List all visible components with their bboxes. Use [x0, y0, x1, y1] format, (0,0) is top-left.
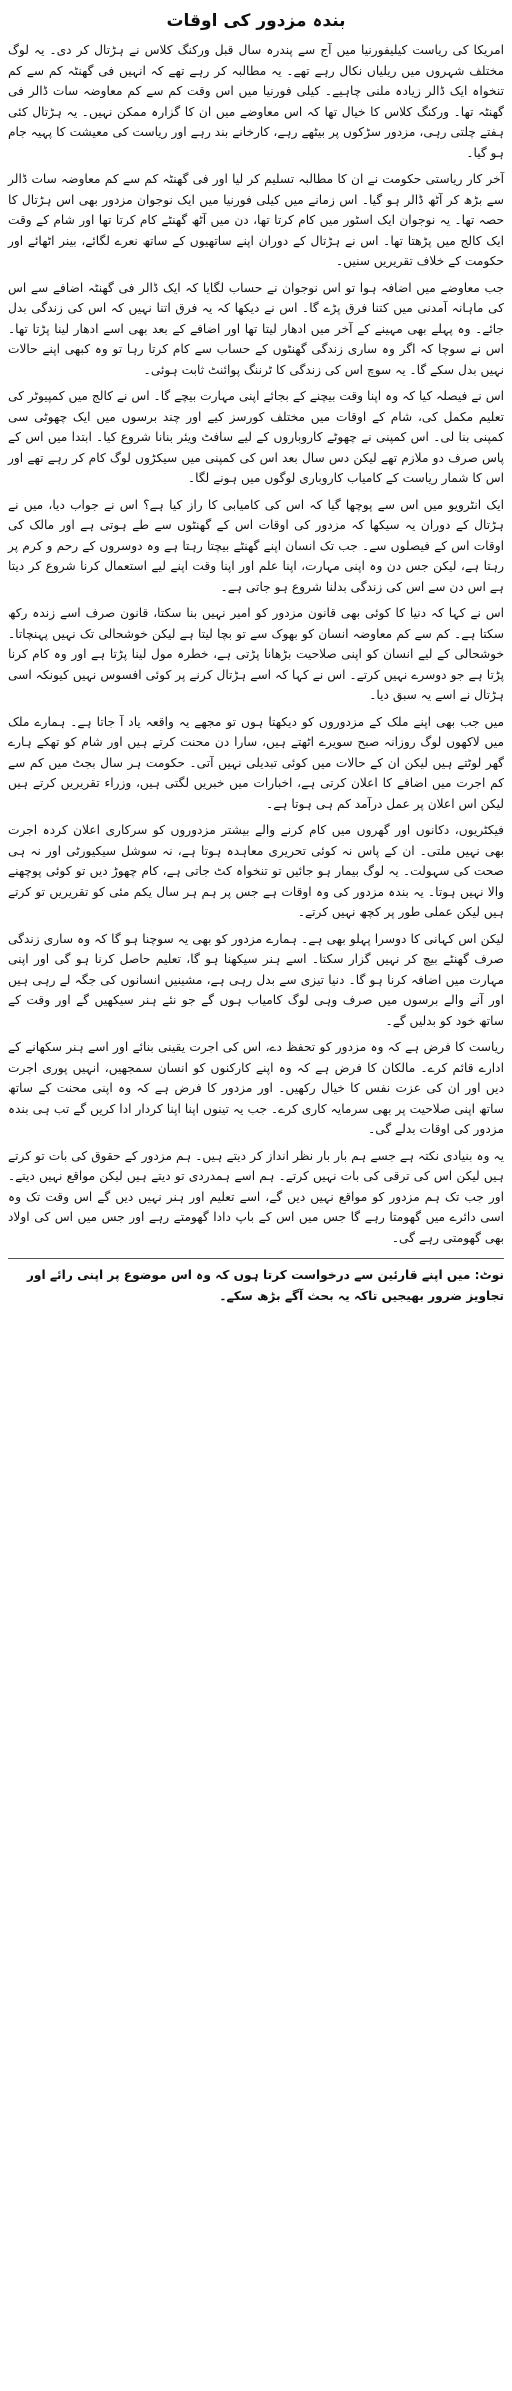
closing-note: نوٹ: میں اپنے قارئین سے درخواست کرتا ہوں کہ وہ اس موضوع پر اپنی رائے اور تجاویز ضرور بھیجیں تاکہ یہ بحث آگے بڑھ سکے۔: [8, 1258, 504, 1306]
article-paragraph: جب معاوضے میں اضافہ ہوا تو اس نوجوان نے حساب لگایا کہ ایک ڈالر فی گھنٹہ اضافے سے اس کی ماہانہ آمدنی میں کتنا فرق پڑے گا۔ اس نے دیکھا کہ یہ فرق اتنا نہیں کہ اس کی زندگی بدل جائے۔ وہ پہلے بھی مہینے کے آخر میں ادھار لیتا تھا اور اضافے کے بعد بھی اسے ادھار لینا پڑتا تھا۔ اس نے سوچا کہ اگر وہ ساری زندگی گھنٹوں کے حساب سے کام کرتا رہا تو وہ کبھی اپنے حالات نہیں بدل سکے گا۔ یہ سوچ اس کی زندگی کا ٹرننگ پوائنٹ ثابت ہوئی۔: [8, 280, 504, 377]
article-paragraph: لیکن اس کہانی کا دوسرا پہلو بھی ہے۔ ہمارے مزدور کو بھی یہ سوچنا ہو گا کہ وہ ساری زندگی صرف گھنٹے بیچ کر نہیں گزار سکتا۔ اسے ہنر سیکھنا ہو گا، تعلیم حاصل کرنا ہو گی اور اپنی مہارت میں اضافہ کرنا ہو گا۔ دنیا تیزی سے بدل رہی ہے، مشینیں انسانوں کی جگہ لے رہی ہیں اور آنے والے برسوں میں صرف وہی لوگ کامیاب ہوں گے جو نئے ہنر سیکھیں گے اور وقت کے ساتھ خود کو بدلیں گے۔: [8, 931, 504, 1028]
headline-block: [8, 6, 504, 36]
article-paragraph: فیکٹریوں، دکانوں اور گھروں میں کام کرنے والے بیشتر مزدوروں کو سرکاری اعلان کردہ اجرت بھی نہیں ملتی۔ ان کے پاس نہ کوئی تحریری معاہدہ ہوتا ہے، نہ سوشل سیکیورٹی اور نہ ہی صحت کی سہولت۔ یہ لوگ بیمار ہو جائیں تو تنخواہ کٹ جاتی ہے، کام چھوڑ دیں تو کوئی پوچھنے والا نہیں ہوتا۔ یہ بندہ مزدور کی وہ اوقات ہے جس پر ہم ہر سال یکم مئی کو تقریریں تو کرتے ہیں لیکن عملی طور پر کچھ نہیں کرتے۔: [8, 823, 504, 919]
article-body: [8, 40, 504, 1248]
article-paragraph: ریاست کا فرض ہے کہ وہ مزدور کو تحفظ دے، اس کی اجرت یقینی بنائے اور اسے ہنر سکھانے کے ادارے قائم کرے۔ مالکان کا فرض ہے کہ وہ اپنے کارکنوں کو انسان سمجھیں، انہیں پوری اجرت دیں اور ان کی عزت نفس کا خیال رکھیں۔ اور مزدور کا فرض ہے کہ وہ اپنی محنت کے ساتھ ساتھ اپنی صلاحیت پر بھی سرمایہ کاری کرے۔ جب یہ تینوں اپنا اپنا کردار ادا کریں گے تب ہی بندہ مزدور کی اوقات بدلے گی۔: [8, 1040, 504, 1136]
article-paragraph: ایک انٹرویو میں اس سے پوچھا گیا کہ اس کی کامیابی کا راز کیا ہے؟ اس نے جواب دیا، میں نے ہڑتال کے دوران یہ سیکھا کہ مزدور کی اوقات اس کے گھنٹوں سے طے ہوتی ہے اور مالک کی اوقات اس کے فیصلوں سے۔ جب تک انسان اپنے گھنٹے بیچتا رہتا ہے وہ دوسروں کے رحم و کرم پر رہتا ہے، لیکن جس دن وہ اپنی مہارت، اپنا علم اور اپنا وقت اپنے لیے استعمال کرنا شروع کر دیتا ہے اس دن سے اس کی زندگی بدلنا شروع ہو جاتی ہے۔: [8, 497, 504, 594]
article-paragraph: یہ وہ بنیادی نکتہ ہے جسے ہم بار بار نظر انداز کر دیتے ہیں۔ ہم مزدور کے حقوق کی بات تو کرتے ہیں لیکن اس کی ترقی کی بات نہیں کرتے۔ ہم اسے ہمدردی تو دیتے ہیں لیکن مواقع نہیں دیتے۔ اور جب تک ہم مزدور کو مواقع نہیں دیں گے، اسے تعلیم اور ہنر نہیں دیں گے اس وقت تک وہ اسی دائرے میں گھومتا رہے گا جس میں اس کے باپ دادا گھومتے رہے اور جس میں اس کی اولاد بھی گھومتی رہے گی۔: [8, 1148, 504, 1245]
article-paragraph: اس نے کہا کہ دنیا کا کوئی بھی قانون مزدور کو امیر نہیں بنا سکتا، قانون صرف اسے زندہ رکھ سکتا ہے۔ کم سے کم معاوضہ انسان کو بھوک سے تو بچا لیتا ہے لیکن خوشحالی تک نہیں پہنچاتا۔ خوشحالی کے لیے انسان کو اپنی صلاحیت بڑھانا پڑتی ہے، خطرہ مول لینا پڑتا ہے اور وہ کام کرنا پڑتا ہے جو دوسرے نہیں کرتے۔ اس نے کہا کہ اسے ہڑتال کرنے پر کوئی افسوس نہیں کیونکہ اسی ہڑتال نے اسے یہ سبق دیا۔: [8, 606, 504, 702]
article-paragraph: اس نے فیصلہ کیا کہ وہ اپنا وقت بیچنے کے بجائے اپنی مہارت بیچے گا۔ اس نے کالج میں کمپیوٹر کی تعلیم مکمل کی، شام کے اوقات میں مختلف کورسز کیے اور چند برسوں میں ایک چھوٹی سی کمپنی بنا لی۔ اس کمپنی نے چھوٹے کاروباروں کے لیے سافٹ ویئر بنانا شروع کیا۔ ابتدا میں اس کے پاس صرف دو ملازم تھے لیکن دس سال بعد اس کی کمپنی میں سیکڑوں لوگ کام کر رہے تھے اور اس کا شمار ریاست کے کامیاب کاروباری لوگوں میں ہونے لگا۔: [8, 389, 504, 485]
article-paragraph: امریکا کی ریاست کیلیفورنیا میں آج سے پندرہ سال قبل ورکنگ کلاس نے ہڑتال کر دی۔ یہ لوگ مختلف شہروں میں ریلیاں نکال رہے تھے۔ یہ مطالبہ کر رہے تھے کہ انہیں فی گھنٹہ کم سے کم تنخواہ ایک ڈالر زیادہ ملنی چاہیے۔ کیلی فورنیا میں اس وقت کم سے کم معاوضہ سات ڈالر فی گھنٹہ تھا۔ ورکنگ کلاس کا خیال تھا کہ اس معاوضے میں ان کا گزارہ ممکن نہیں۔ یہ ہڑتال کئی ہفتے چلتی رہی، مزدور سڑکوں پر بیٹھے رہے، کارخانے بند رہے اور ریاست کی معیشت کا پہیہ جام ہو گیا۔: [8, 43, 504, 160]
article-headline: بندہ مزدور کی اوقات: [166, 11, 346, 31]
article-paragraph: آخر کار ریاستی حکومت نے ان کا مطالبہ تسلیم کر لیا اور فی گھنٹہ کم سے کم معاوضہ سات ڈالر سے بڑھ کر آٹھ ڈالر ہو گیا۔ اس زمانے میں کیلی فورنیا میں ایک نوجوان مزدور بھی اس ہڑتال کا حصہ تھا۔ یہ نوجوان ایک اسٹور میں کام کرتا تھا، دن میں آٹھ گھنٹے کام کرتا تھا اور شام کے وقت ایک کالج میں پڑھتا تھا۔ اس نے ہڑتال کے دوران اپنے ساتھیوں کے ساتھ نعرے لگائے، بینر اٹھائے اور حکومت کے خلاف تقریریں سنیں۔: [8, 172, 504, 268]
article-paragraph: میں جب بھی اپنے ملک کے مزدوروں کو دیکھتا ہوں تو مجھے یہ واقعہ یاد آ جاتا ہے۔ ہمارے ملک میں لاکھوں لوگ روزانہ صبح سویرے اٹھتے ہیں، سارا دن محنت کرتے ہیں اور شام کو تھکے ہارے گھر لوٹتے ہیں لیکن ان کے حالات میں کوئی تبدیلی نہیں آتی۔ حکومت ہر سال بجٹ میں کم سے کم اجرت میں اضافے کا اعلان کرتی ہے، اخبارات میں خبریں لگتی ہیں، وزراء تقریریں کرتے ہیں لیکن اس اعلان پر عمل درآمد کم ہی ہوتا ہے۔: [8, 714, 504, 811]
